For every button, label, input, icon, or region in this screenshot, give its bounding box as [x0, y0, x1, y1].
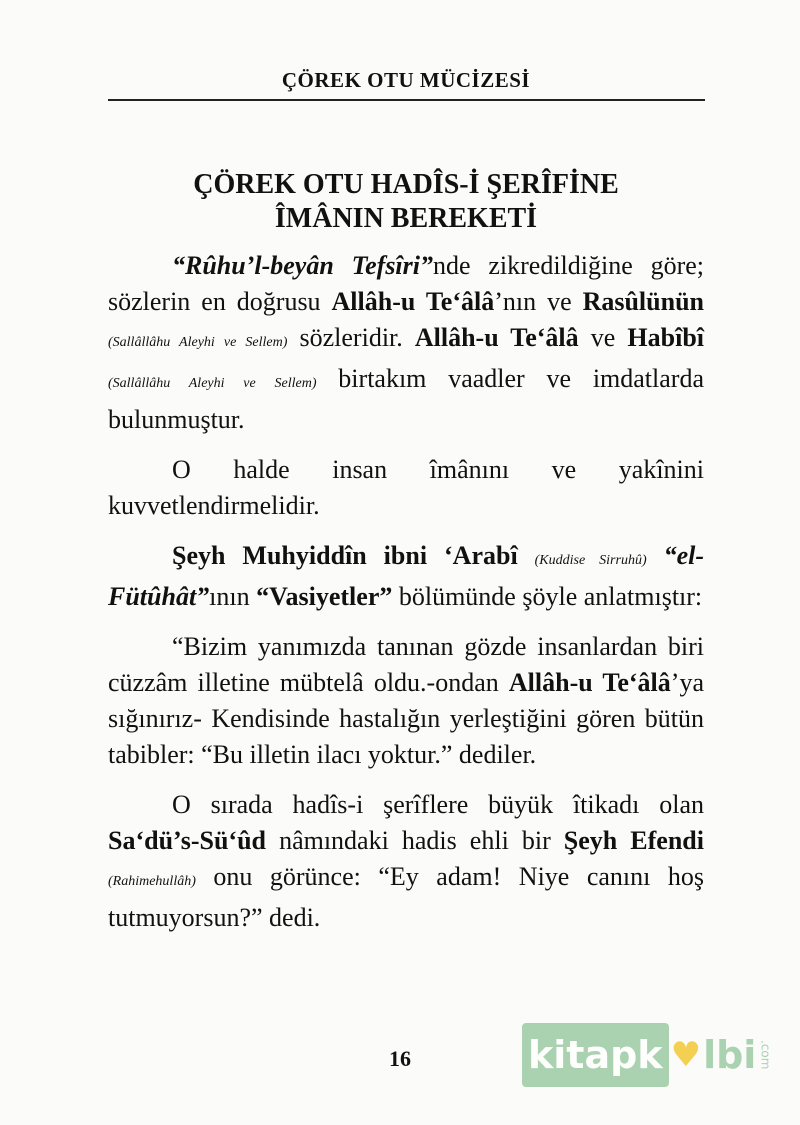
honorific: (Rahimehullâh) [108, 874, 196, 889]
paragraph-1 [108, 248, 704, 438]
chapter-title-line-2: ÎMÂNIN BEREKETİ [274, 203, 538, 234]
text: O halde insan îmânını ve yakînini kuvvetlendirmelidir. [108, 455, 704, 520]
bold-text: Şeyh Efendi [563, 826, 704, 855]
paragraph-3 [108, 538, 704, 615]
text: ’nın ve [494, 287, 583, 316]
text: nde zikredildiğine göre; sözlerin en doğrusu [108, 251, 704, 316]
paragraph-5 [108, 787, 704, 936]
text: sözleridir. [287, 323, 415, 352]
watermark-dotcom: .com [758, 1040, 773, 1070]
watermark-logo [522, 1020, 772, 1090]
running-header: ÇÖREK OTU MÜCİZESİ [281, 68, 531, 92]
quote-title: “Rûhu’l-beyân Tefsîri” [172, 251, 433, 280]
bold-text: Şeyh Muhyiddîn ibni ‘Arabî [172, 541, 518, 570]
bold-text: “Vasiyetler” [256, 582, 393, 611]
text: ve [578, 323, 628, 352]
watermark-main: kitapk [522, 1023, 669, 1087]
bold-text: Rasûlünün [582, 287, 704, 316]
bold-text: Sa‘dü’s-Sü‘ûd [108, 826, 267, 855]
text: nâmındaki hadis ehli bir [266, 826, 564, 855]
bold-text: Allâh-u Te‘âlâ [508, 668, 671, 697]
text: ’ya sığınırız- Kendisinde hastalığın yerleştiğini gören bütün tabibler: “Bu illetin ilacı yoktur.” dediler. [108, 668, 704, 769]
honorific: (Kuddise Sirruhû) [534, 553, 647, 568]
header-rule [108, 99, 705, 101]
body-text [108, 248, 704, 950]
text: onu görünce: “Ey adam! Niye canını hoş tutmuyorsun?” dedi. [108, 862, 704, 932]
text: ının [209, 582, 257, 611]
watermark-tail: lbi [703, 1033, 757, 1077]
paragraph-4 [108, 629, 704, 773]
honorific: (Sallâllâhu Aleyhi ve Sellem) [108, 335, 288, 350]
bold-text: Allâh-u Te‘âlâ [331, 287, 495, 316]
text: birtakım vaadler ve imdatlarda bulunmuştur. [108, 364, 704, 434]
text: “Bizim yanımızda tanınan gözde insanlardan biri cüzzâm illetine mübtelâ oldu.-ondan [108, 632, 704, 697]
paragraph-2 [108, 452, 704, 524]
text: O sırada hadîs-i şerîflere büyük îtikadı olan [172, 790, 704, 819]
text: bölümünde şöyle anlatmıştır: [392, 582, 703, 611]
page-number: 16 [389, 1046, 411, 1071]
bold-text: Allâh-u Te‘âlâ [414, 323, 579, 352]
quote-title: “el-Fütûhât” [108, 541, 704, 611]
chapter-title [108, 168, 704, 236]
chapter-title-line-1: ÇÖREK OTU HADÎS-İ ŞERÎFİNE [193, 169, 619, 200]
bold-text: Habîbî [627, 323, 704, 352]
heart-icon: ♥ [670, 1035, 702, 1075]
honorific: (Sallâllâhu Aleyhi ve Sellem) [108, 376, 317, 391]
